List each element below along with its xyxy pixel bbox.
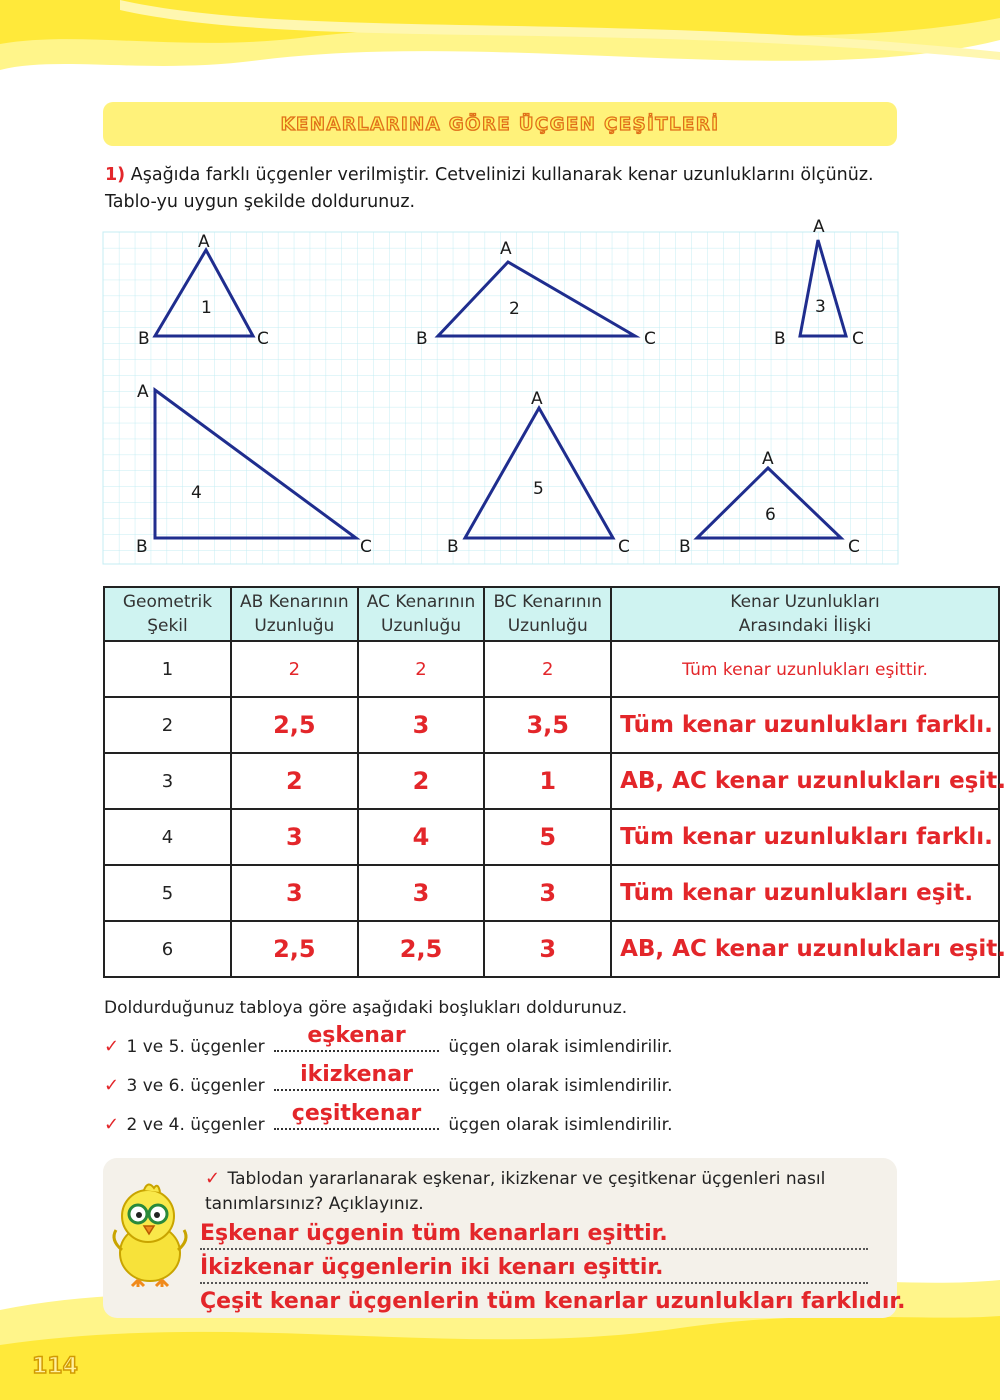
cell-ab: 2 xyxy=(231,753,358,809)
cell-ab: 3 xyxy=(231,809,358,865)
cell-relation: Tüm kenar uzunlukları farklı. xyxy=(611,697,999,753)
header-relation: Kenar Uzunlukları Arasındaki İlişki xyxy=(611,587,999,641)
cell-ac: 4 xyxy=(358,809,485,865)
t3-label-a: A xyxy=(813,217,825,237)
cell-bc: 3 xyxy=(484,865,611,921)
cell-ac: 2 xyxy=(358,753,485,809)
fill-suffix: üçgen olarak isimlendirilir. xyxy=(448,1037,673,1057)
cell-ac: 2 xyxy=(358,641,485,697)
check-icon: ✓ xyxy=(104,1036,120,1057)
t5-number: 5 xyxy=(533,479,544,499)
fill-item-1 xyxy=(104,1023,673,1057)
fill-answer: ikizkenar xyxy=(300,1062,413,1087)
cell-relation: Tüm kenar uzunlukları farklı. xyxy=(611,809,999,865)
fill-prefix: 1 ve 5. üçgenler xyxy=(126,1037,265,1057)
t6-label-a: A xyxy=(762,449,774,469)
t3-label-c: C xyxy=(852,329,864,349)
table-row xyxy=(104,641,999,697)
t5-label-b: B xyxy=(447,537,459,557)
t5-label-a: A xyxy=(531,389,543,409)
cell-bc: 3,5 xyxy=(484,697,611,753)
t1-number: 1 xyxy=(201,298,212,318)
cell-shape: 3 xyxy=(104,753,231,809)
top-wave-decoration xyxy=(0,0,1000,110)
cell-shape: 1 xyxy=(104,641,231,697)
t2-label-c: C xyxy=(644,329,656,349)
question-number: 1) xyxy=(105,165,126,185)
t4-label-c: C xyxy=(360,537,372,557)
title-banner xyxy=(103,102,897,146)
fill-blank[interactable] xyxy=(274,1062,439,1091)
fill-intro: Doldurduğunuz tabloya göre aşağıdaki boşlukları doldurunuz. xyxy=(104,998,628,1018)
cell-shape: 6 xyxy=(104,921,231,977)
cell-bc: 1 xyxy=(484,753,611,809)
cell-bc: 2 xyxy=(484,641,611,697)
cell-shape: 4 xyxy=(104,809,231,865)
cell-ab: 2,5 xyxy=(231,921,358,977)
t1-label-b: B xyxy=(138,329,150,349)
t2-label-b: B xyxy=(416,329,428,349)
cell-relation: AB, AC kenar uzunlukları eşit. xyxy=(611,921,999,977)
check-icon: ✓ xyxy=(104,1114,120,1135)
fill-answer: eşkenar xyxy=(307,1023,406,1048)
cell-shape: 2 xyxy=(104,697,231,753)
t4-number: 4 xyxy=(191,483,202,503)
t6-number: 6 xyxy=(765,505,776,525)
cell-bc: 5 xyxy=(484,809,611,865)
answer-line-2[interactable]: İkizkenar üçgenlerin iki kenarı eşittir. xyxy=(200,1254,868,1284)
header-ac: AC Kenarının Uzunluğu xyxy=(358,587,485,641)
fill-prefix: 2 ve 4. üçgenler xyxy=(126,1115,265,1135)
answer-line-3[interactable]: Çeşit kenar üçgenlerin tüm kenarlar uzunlukları farklıdır. xyxy=(200,1289,906,1314)
fill-item-2 xyxy=(104,1062,673,1096)
cell-shape: 5 xyxy=(104,865,231,921)
question-body: Aşağıda farklı üçgenler verilmiştir. Cetvelinizi kullanarak kenar uzunluklarını ölçünüz. Tablo-yu uygun şekilde doldurunuz. xyxy=(105,165,874,212)
fill-blank[interactable] xyxy=(274,1101,439,1130)
t1-label-a: A xyxy=(198,232,210,252)
table-row xyxy=(104,753,999,809)
cell-ac: 3 xyxy=(358,865,485,921)
table-row xyxy=(104,865,999,921)
t4-label-a: A xyxy=(137,382,149,402)
fill-suffix: üçgen olarak isimlendirilir. xyxy=(448,1076,673,1096)
t6-label-c: C xyxy=(848,537,860,557)
header-ab: AB Kenarının Uzunluğu xyxy=(231,587,358,641)
check-icon: ✓ xyxy=(104,1075,120,1096)
header-bc: BC Kenarının Uzunluğu xyxy=(484,587,611,641)
cell-relation: Tüm kenar uzunlukları eşittir. xyxy=(611,641,999,697)
fill-blank[interactable] xyxy=(274,1023,439,1052)
table-row xyxy=(104,809,999,865)
fill-answer: çeşitkenar xyxy=(291,1101,422,1126)
page-number: 114 xyxy=(32,1354,78,1379)
cell-ab: 2 xyxy=(231,641,358,697)
cell-ab: 3 xyxy=(231,865,358,921)
explanation-question-text: Tablodan yararlanarak eşkenar, ikizkenar ve çeşitkenar üçgenleri nasıl tanımlarsınız? Açıklayınız. xyxy=(205,1169,826,1214)
cell-bc: 3 xyxy=(484,921,611,977)
cell-ab: 2,5 xyxy=(231,697,358,753)
fill-suffix: üçgen olarak isimlendirilir. xyxy=(448,1115,673,1135)
question-text xyxy=(105,162,895,216)
table-row xyxy=(104,697,999,753)
cell-ac: 2,5 xyxy=(358,921,485,977)
cell-relation: Tüm kenar uzunlukları eşit. xyxy=(611,865,999,921)
triangle-grid xyxy=(103,217,898,564)
t3-number: 3 xyxy=(815,297,826,317)
measurement-table xyxy=(103,586,1006,978)
fill-item-3 xyxy=(104,1101,673,1135)
t3-label-b: B xyxy=(774,329,786,349)
table-row xyxy=(104,921,999,977)
answer-line-1[interactable]: Eşkenar üçgenin tüm kenarları eşittir. xyxy=(200,1220,868,1250)
check-icon: ✓ xyxy=(205,1168,221,1189)
t5-label-c: C xyxy=(618,537,630,557)
t1-label-c: C xyxy=(257,329,269,349)
header-shape: Geometrik Şekil xyxy=(104,587,231,641)
t2-number: 2 xyxy=(509,299,520,319)
t2-label-a: A xyxy=(500,239,512,259)
explanation-question xyxy=(205,1166,885,1217)
cell-ac: 3 xyxy=(358,697,485,753)
t4-label-b: B xyxy=(136,537,148,557)
page-title: KENARLARINA GÖRE ÜÇGEN ÇEŞİTLERİ xyxy=(280,113,720,135)
table-header-row xyxy=(104,587,999,641)
cell-relation: AB, AC kenar uzunlukları eşit. xyxy=(611,753,999,809)
fill-prefix: 3 ve 6. üçgenler xyxy=(126,1076,265,1096)
chick-mascot-icon xyxy=(100,1178,195,1288)
t6-label-b: B xyxy=(679,537,691,557)
